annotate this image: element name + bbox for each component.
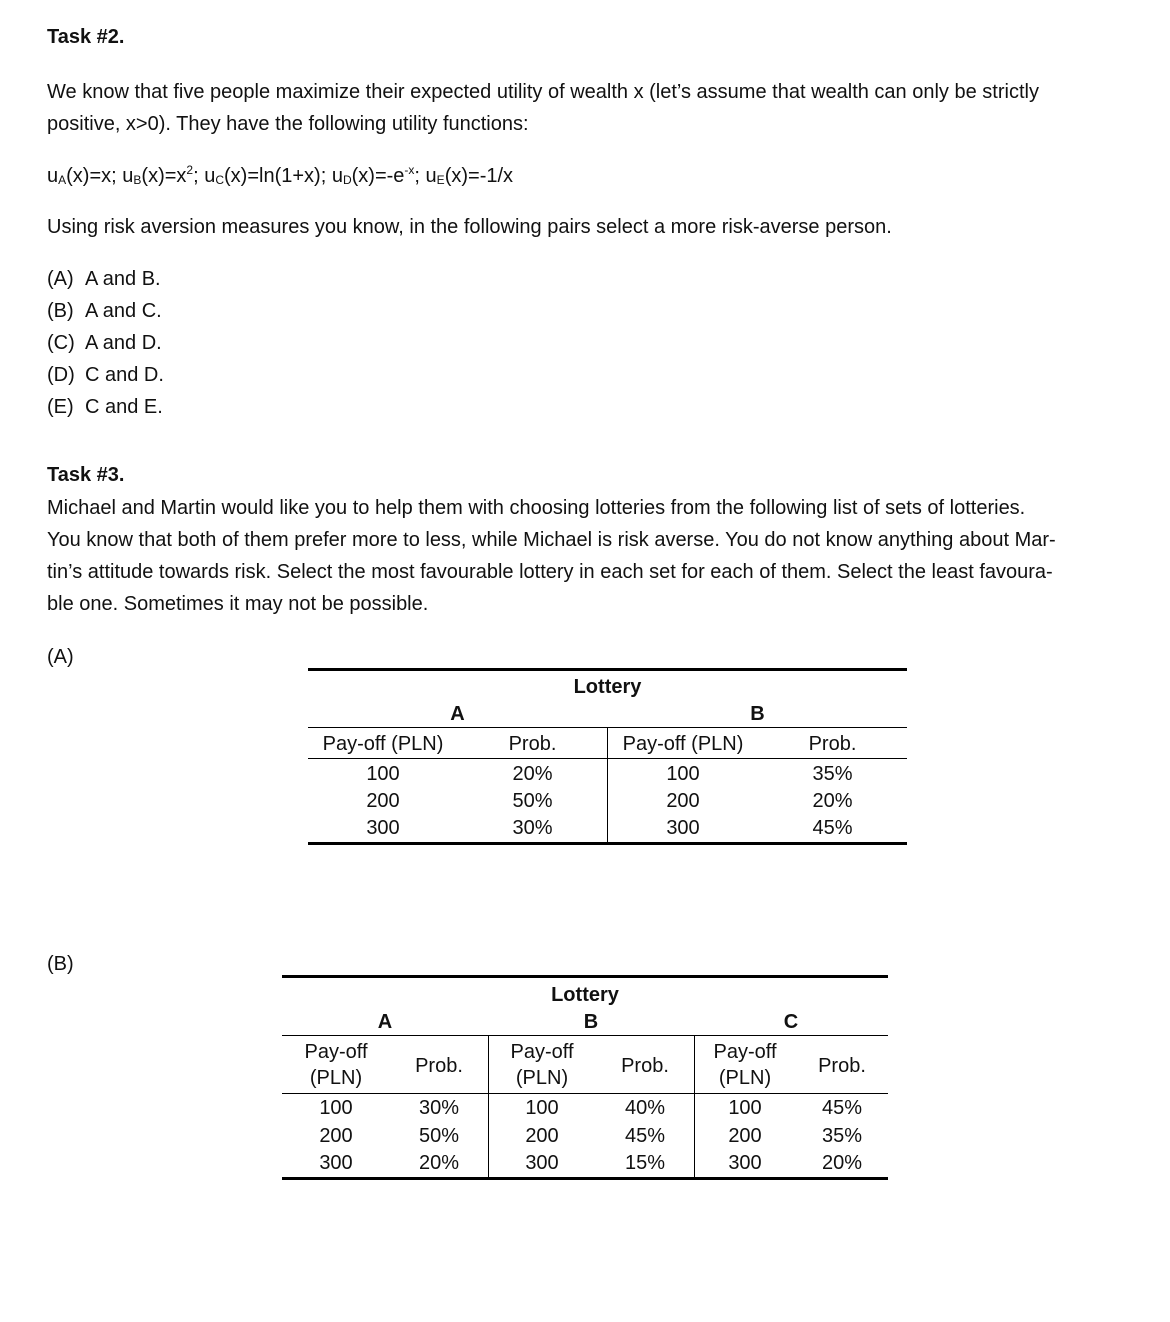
table-cell: 35%	[812, 763, 853, 785]
col-header-prob: Prob.	[415, 1055, 463, 1077]
lottery-header: Lottery	[551, 984, 619, 1006]
table-cell: 300	[319, 1152, 353, 1174]
table-divider	[488, 1036, 489, 1177]
task2-intro-line1: We know that five people maximize their expected utility of wealth x (let’s assume that wealth can only be strictly	[47, 81, 1039, 103]
option-c: (C) A and D.	[47, 332, 162, 354]
table-top-rule	[308, 668, 907, 671]
col-header-payoff: Pay-off (PLN)	[322, 733, 444, 755]
table-cell: 300	[728, 1152, 762, 1174]
table-top-rule	[282, 975, 888, 978]
task3-line: tin’s attitude towards risk. Select the most favourable lottery in each set for each of them. Select the least favoura-	[47, 561, 1053, 583]
task2-question: Using risk aversion measures you know, in the following pairs select a more risk-averse person.	[47, 216, 892, 238]
table-cell: 40%	[624, 1097, 666, 1119]
lottery-b-name: B	[583, 1011, 599, 1033]
table-cell: 20%	[821, 1152, 863, 1174]
col-header-prob: Prob.	[818, 1055, 866, 1077]
table-cell: 200	[666, 790, 700, 812]
col-header-prob: Prob.	[508, 733, 557, 755]
option-d: (D) C and D.	[47, 364, 164, 386]
task2-intro-line2: positive, x>0). They have the following utility functions:	[47, 113, 529, 135]
set-b-label: (B)	[47, 953, 74, 975]
lottery-c-name: C	[783, 1011, 799, 1033]
lottery-b-name: B	[750, 703, 765, 725]
table-cell: 300	[366, 817, 400, 839]
task2-intro	[47, 76, 1127, 140]
table-cell: 20%	[812, 790, 853, 812]
table-cell: 100	[366, 763, 400, 785]
table-cell: 45%	[812, 817, 853, 839]
table-cell: 50%	[512, 790, 553, 812]
col-header-payoff: Pay-off (PLN)	[622, 733, 744, 755]
table-cell: 20%	[512, 763, 553, 785]
header-rule	[282, 1093, 888, 1094]
table-cell: 300	[525, 1152, 559, 1174]
col-header-prob: Prob.	[808, 733, 857, 755]
table-cell: 15%	[624, 1152, 666, 1174]
task3-line: Michael and Martin would like you to help them with choosing lotteries from the following list of sets of lotteries.	[47, 497, 1026, 519]
task3-line: You know that both of them prefer more to less, while Michael is risk averse. You do not know anything about Mar-	[47, 529, 1056, 551]
lottery-header: Lottery	[573, 676, 642, 698]
utility-functions: uA(x)=x; $uB(x)=x^2$; uC(x)=ln(1+x); $uD(x)=-e^{-x}$; uE(x)=-1/x	[47, 163, 514, 187]
table-bottom-rule	[308, 842, 907, 845]
table-mid-rule	[282, 1035, 888, 1036]
set-a-label: (A)	[47, 646, 74, 668]
table-cell: 200	[366, 790, 400, 812]
lottery-a-name: A	[450, 703, 465, 725]
option-b: (B) A and C.	[47, 300, 162, 322]
table-cell: 30%	[512, 817, 553, 839]
table-cell: 100	[728, 1097, 762, 1119]
table-cell: 100	[525, 1097, 559, 1119]
option-a: (A) A and B.	[47, 268, 161, 290]
table-cell: 45%	[624, 1125, 666, 1147]
task3-line: ble one. Sometimes it may not be possible.	[47, 593, 429, 615]
table-divider	[694, 1036, 695, 1177]
table-cell: 20%	[418, 1152, 460, 1174]
col-header-payoff: Pay-off (PLN)	[304, 1041, 368, 1089]
task3-text	[47, 492, 1127, 620]
task2-title: Task #2.	[47, 26, 125, 48]
col-header-prob: Prob.	[621, 1055, 669, 1077]
table-cell: 30%	[418, 1097, 460, 1119]
table-divider	[607, 728, 608, 842]
table-cell: 200	[319, 1125, 353, 1147]
task3-title: Task #3.	[47, 464, 125, 486]
table-cell: 50%	[418, 1125, 460, 1147]
table-cell: 35%	[821, 1125, 863, 1147]
table-cell: 200	[728, 1125, 762, 1147]
table-cell: 100	[319, 1097, 353, 1119]
col-header-payoff: Pay-off (PLN)	[510, 1041, 574, 1089]
option-e: (E) C and E.	[47, 396, 163, 418]
table-cell: 200	[525, 1125, 559, 1147]
table-bottom-rule	[282, 1177, 888, 1180]
table-cell: 300	[666, 817, 700, 839]
table-cell: 45%	[821, 1097, 863, 1119]
table-cell: 100	[666, 763, 700, 785]
col-header-payoff: Pay-off (PLN)	[713, 1041, 777, 1089]
lottery-a-name: A	[377, 1011, 393, 1033]
